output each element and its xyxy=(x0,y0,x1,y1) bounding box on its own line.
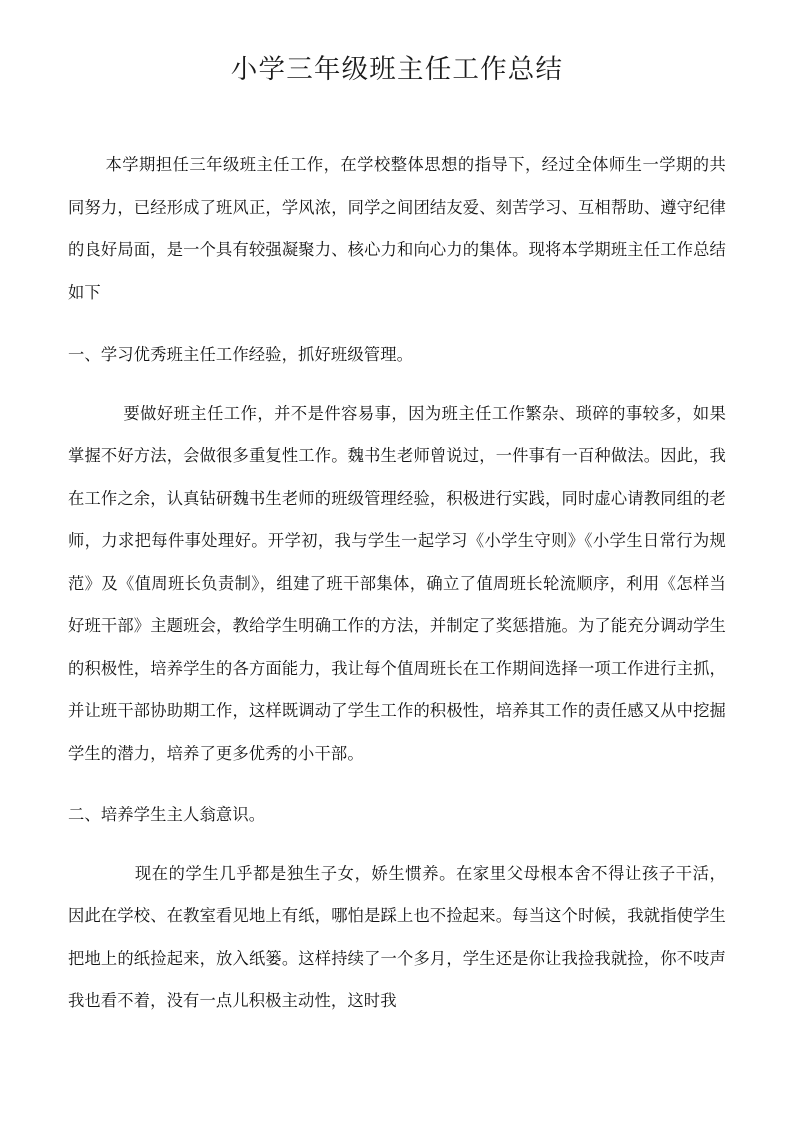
page-title: 小学三年级班主任工作总结 xyxy=(230,54,564,84)
paragraph-intro: 本学期担任三年级班主任工作，在学校整体思想的指导下，经过全体师生一学期的共同努力，已经形成了班风正，学风浓，同学之间团结友爱、刻苦学习、互相帮助、遵守纪律的良好局面，是一个具有较强凝聚力、核心力和向心力的集体。现将本学期班主任工作总结如下 xyxy=(68,155,726,302)
document-body xyxy=(68,0,726,1023)
section-heading-two: 二、培养学生主人翁意识。 xyxy=(68,805,266,824)
paragraph-section-two: 现在的学生几乎都是独生子女，娇生惯养。在家里父母根本舍不得让孩子干活，因此在学校、在教室看见地上有纸，哪怕是踩上也不捡起来。每当这个时候，我就指使学生把地上的纸捡起来，放入纸篓。这样持续了一个多月，学生还是你让我捡我就捡，你不吱声我也看不着，没有一点儿积极主动性，这时我 xyxy=(68,863,726,1010)
section-heading-one: 一、学习优秀班主任工作经验，抓好班级管理。 xyxy=(68,345,414,364)
paragraph-section-one: 要做好班主任工作，并不是件容易事，因为班主任工作繁杂、琐碎的事较多，如果掌握不好方法，会做很多重复性工作。魏书生老师曾说过，一件事有一百种做法。因此，我在工作之余，认真钻研魏书生老师的班级管理经验，积极进行实践，同时虚心请教同组的老师，力求把每件事处理好。开学初，我与学生一起学习《小学生守则》《小学生日常行为规范》及《值周班长负责制》，组建了班干部集体，确立了值周班长轮流顺序，利用《怎样当好班干部》主题班会，教给学生明确工作的方法，并制定了奖惩措施。为了能充分调动学生的积极性，培养学生的各方面能力，我让每个值周班长在工作期间选择一项工作进行主抓，并让班干部协助期工作，这样既调动了学生工作的积极性，培养其工作的责任感又从中挖掘学生的潜力，培养了更多优秀的小干部。 xyxy=(68,403,726,763)
